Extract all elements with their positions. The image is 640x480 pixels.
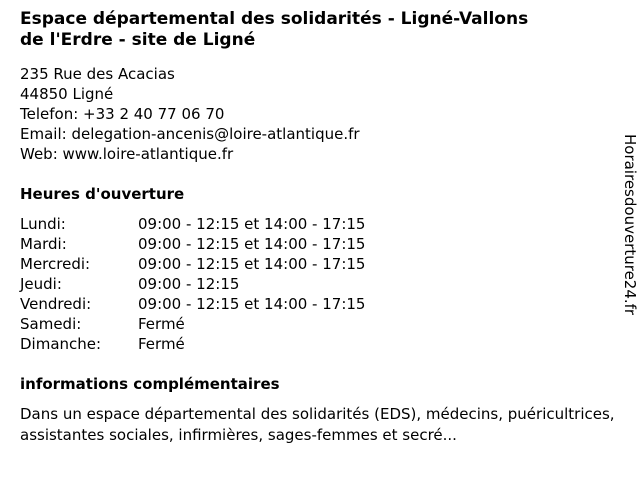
hours-day: Vendredi: bbox=[20, 295, 92, 313]
hours-row-saturday bbox=[20, 314, 365, 334]
hours-day: Mercredi: bbox=[20, 255, 91, 273]
hours-time: 09:00 - 12:15 et 14:00 - 17:15 bbox=[138, 215, 366, 233]
email-address[interactable]: Email: delegation-ancenis@loire-atlantique.fr bbox=[20, 125, 360, 143]
hours-time: 09:00 - 12:15 et 14:00 - 17:15 bbox=[138, 255, 366, 273]
hours-day: Lundi: bbox=[20, 215, 66, 233]
page-title: Espace départemental des solidarités - Ligné-Vallons de l'Erdre - site de Ligné bbox=[20, 9, 529, 50]
hours-day: Samedi: bbox=[20, 315, 82, 333]
hours-day: Jeudi: bbox=[20, 275, 62, 293]
hours-row-wednesday bbox=[20, 254, 365, 274]
address-block bbox=[20, 64, 360, 164]
website-link[interactable]: Web: www.loire-atlantique.fr bbox=[20, 145, 234, 163]
opening-hours-heading: Heures d'ouverture bbox=[20, 185, 185, 203]
hours-row-sunday bbox=[20, 334, 365, 354]
city-address: 44850 Ligné bbox=[20, 85, 114, 103]
opening-hours-table bbox=[20, 214, 365, 354]
additional-info-text: Dans un espace départemental des solidarités (EDS), médecins, puéricultrices, assistantes sociales, infirmières, sages-femmes et secré... bbox=[20, 405, 615, 444]
additional-info-heading: informations complémentaires bbox=[20, 375, 280, 393]
street-address: 235 Rue des Acacias bbox=[20, 65, 175, 83]
hours-day: Mardi: bbox=[20, 235, 67, 253]
hours-time: 09:00 - 12:15 et 14:00 - 17:15 bbox=[138, 295, 366, 313]
hours-day: Dimanche: bbox=[20, 335, 102, 353]
phone-number[interactable]: Telefon: +33 2 40 77 06 70 bbox=[20, 105, 225, 123]
hours-time: 09:00 - 12:15 bbox=[138, 275, 240, 293]
hours-time: 09:00 - 12:15 et 14:00 - 17:15 bbox=[138, 235, 366, 253]
hours-time: Fermé bbox=[138, 315, 185, 333]
hours-row-tuesday bbox=[20, 234, 365, 254]
hours-row-thursday bbox=[20, 274, 365, 294]
hours-time: Fermé bbox=[138, 335, 185, 353]
site-watermark: Horairesdouverture24.fr bbox=[621, 134, 639, 316]
hours-row-monday bbox=[20, 214, 365, 234]
hours-row-friday bbox=[20, 294, 365, 314]
